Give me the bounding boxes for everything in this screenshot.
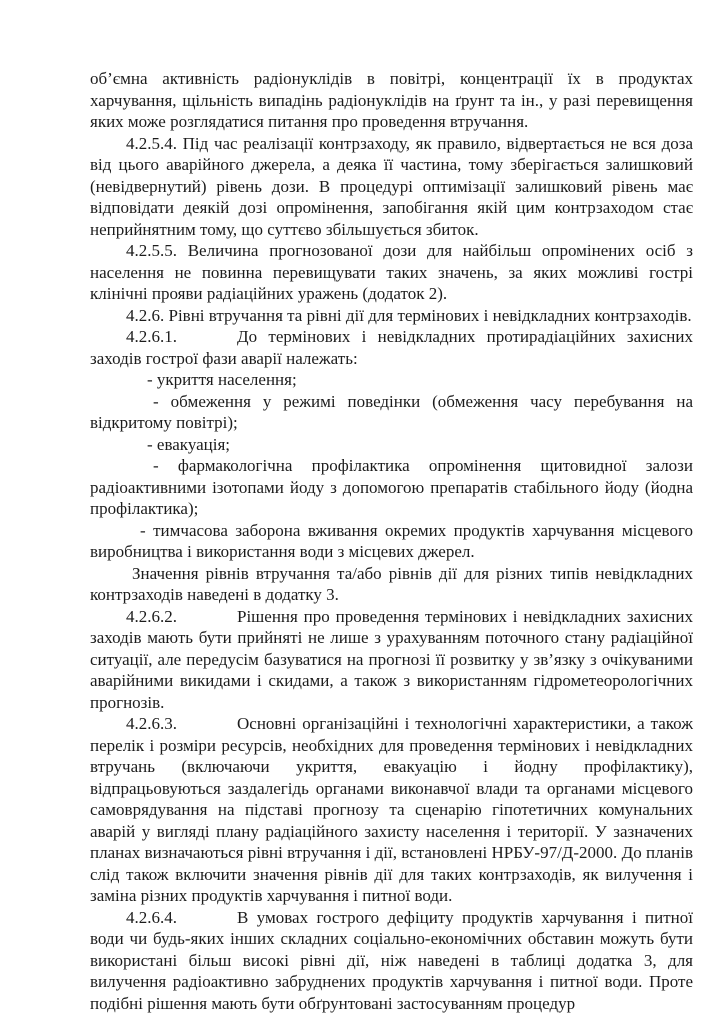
paragraph-4-2-5-4: 4.2.5.4. Під час реалізації контрзаходу, як правило, відвертається не вся доза від цього аварійного джерела, а деяка її частина, тому зберігається залишковий (невідвернутий) рівень дози. В процедурі оптимізації залишковий рівень має відповідати деякій дозі опромінення, запобігання якій цим контрзаходом стає неприйнятним тому, що суттєво збільшується збиток. <box>90 133 693 239</box>
paragraph-continuation: об’ємна активність радіонуклідів в повітрі, концентрації їх в продуктах харчування, щільність випадінь радіонуклідів на ґрунт та ін., у разі перевищення яких може розглядатися питання про проведення втручання. <box>90 69 693 131</box>
clause-number-4-2-6-1: 4.2.6.1. <box>126 327 177 346</box>
paragraph-4-2-6: 4.2.6. Рівні втручання та рівні дії для термінових і невідкладних контрзаходів. <box>126 305 692 325</box>
paragraph-4-2-6-3 <box>90 713 693 907</box>
paragraph-4-2-6-1 <box>90 326 693 369</box>
clause-number-4-2-6-4: 4.2.6.4. <box>126 907 177 927</box>
clause-text-4-2-6-2: Рішення про проведення термінових і невідкладних захисних заходів мають бути прийняті не лише з урахуванням поточного стану радіаційної ситуації, але передусім базуватися на прогнозі її розвитку у зв’язку з очікуваними аварійними викидами і скидами, а також з використанням гідрометеорологічних прогнозів. <box>90 606 693 712</box>
paragraph-4-2-6-4 <box>90 907 693 1015</box>
list-item-iodine-prophylaxis: - фармакологічна профілактика опромінення щитовидної залози радіоактивними ізотопами йоду з допомогою препаратів стабільного йоду (йодна профілактика); <box>90 456 693 518</box>
paragraph-4-2-6-2 <box>90 606 693 714</box>
list-item-evacuation: - евакуація; <box>147 434 231 454</box>
list-item-behavior-restriction: - обмеження у режимі поведінки (обмеження часу перебування на відкритому повітрі); <box>90 391 693 432</box>
clause-text-4-2-6-4: В умовах гострого дефіциту продуктів харчування і питної води чи будь-яких інших складних соціально-економічних обставин можуть бути використані більш високі рівні дії, ніж наведені в таблиці додатка 3, для вилучення радіоактивно забруднених продуктів харчування і питної води. Проте подібні рішення мають бути обґрунтовані застосуванням процедур <box>90 907 693 1013</box>
clause-number-4-2-6-3: 4.2.6.3. <box>126 714 177 733</box>
clause-text-4-2-6-3: Основні організаційні і технологічні характеристики, а також перелік і розміри ресурсів, необхідних для проведення термінових і невідкладних втручань (включаючи укриття, евакуацію і йодну профілактику), відпрацьовуються заздалегідь органами виконавчої влади та органами місцевого самоврядування на підставі прогнозу та сценарію гіпотетичних комунальних аварій у вигляді плану радіаційного захисту населення і території. У зазначених планах визначаються рівні втручання і дії, встановлені НРБУ-97/Д-2000. До планів слід також включити значення рівнів дії для таких контрзаходів, як вилучення і заміна різних продуктів харчування і питної води. <box>90 714 693 905</box>
list-item-shelter: - укриття населення; <box>147 370 297 389</box>
list-item-food-ban: - тимчасова заборона вживання окремих продуктів харчування місцевого виробництва і використання води з місцевих джерел. <box>90 520 693 561</box>
paragraph-intervention-levels: Значення рівнів втручання та/або рівнів дії для різних типів невідкладних контрзаходів наведені в додатку 3. <box>90 563 693 604</box>
paragraph-4-2-5-5: 4.2.5.5. Величина прогнозованої дози для найбільш опромінених осіб з населення не повинна перевищувати таких значень, за яких можливі гострі клінічні прояви радіаційних уражень (додаток 2). <box>90 241 693 303</box>
clause-number-4-2-6-2: 4.2.6.2. <box>126 606 177 626</box>
clause-text-4-2-6-1: До термінових і невідкладних протирадіаційних захисних заходів гострої фази аварії належать: <box>90 327 693 368</box>
